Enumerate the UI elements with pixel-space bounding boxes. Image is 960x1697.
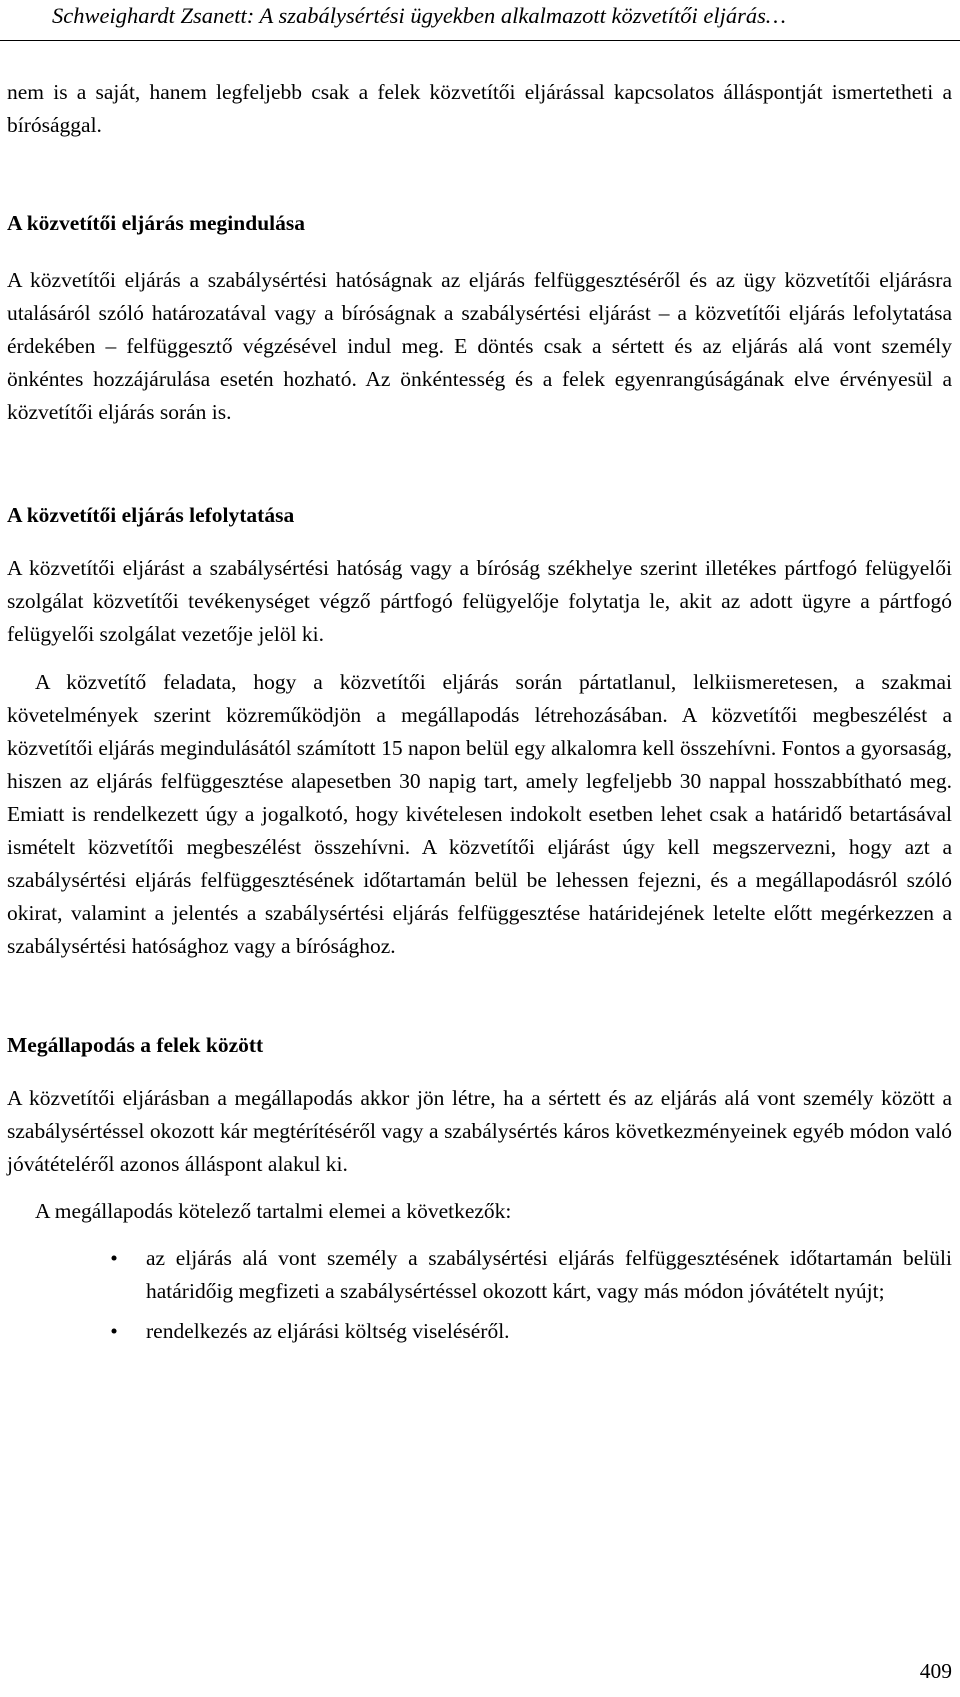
running-header: Schweighardt Zsanett: A szabálysértési ügyekben alkalmazott közvetítői eljárás… (52, 3, 786, 28)
bullet-icon: • (110, 1246, 118, 1270)
section-heading-start: A közvetítői eljárás megindulása (7, 211, 305, 235)
continuation-paragraph: nem is a saját, hanem legfeljebb csak a felek közvetítői eljárással kapcsolatos álláspontját ismertetheti a bírósággal. (7, 80, 952, 137)
bullet-icon: • (110, 1319, 118, 1343)
page-content (7, 76, 952, 1355)
conduct-paragraph-1: A közvetítői eljárást a szabálysértési hatóság vagy a bíróság székhelye szerint illetékes pártfogó felügyelői szolgálat közvetítői tevékenységet végző pártfogó felügyelője folytatja le, akit az adott ügyre a pártfogó felügyelői szolgálat vezetője jelöl ki. (7, 556, 952, 646)
start-paragraph: A közvetítői eljárás a szabálysértési hatóságnak az eljárás felfüggesztéséről és az ügy közvetítői eljárásra utalásáról szóló határozatával vagy a bíróságnak a szabálysértési eljárást – a közvetítői eljárás lefolytatása érdekében – felfüggesztő végzésével indul meg. E döntés csak a sértett és az eljárás alá vont személy önkéntes hozzájárulása esetén hozható. Az önkéntesség és a felek egyenrangúságának elve érvényesül a közvetítői eljárás során is. (7, 268, 952, 424)
list-intro: A megállapodás kötelező tartalmi elemei a következők: (35, 1199, 512, 1223)
section-heading-conduct: A közvetítői eljárás lefolytatása (7, 503, 295, 527)
mandatory-elements-list (7, 1242, 952, 1348)
list-item (7, 1242, 952, 1308)
list-item-text: rendelkezés az eljárási költség viseléséről. (146, 1319, 510, 1343)
header-rule (0, 40, 960, 41)
section-heading-agreement: Megállapodás a felek között (7, 1033, 264, 1057)
conduct-paragraph-2: A közvetítő feladata, hogy a közvetítői eljárás során pártatlanul, lelkiismeretesen, a szakmai követelmények szerint közreműködjön a megállapodás létrehozásában. A közvetítői megbeszélést a közvetítői eljárás megindulásától számított 15 napon belül egy alkalomra kell összehívni. Fontos a gyorsaság, hiszen az eljárás felfüggesztése alapesetben 30 napig tart, amely legfeljebb 30 nappal hosszabbítható meg. Emiatt is rendelkezett úgy a jogalkotó, hogy kivételesen indokolt esetben lehet csak a határidő betartásával ismételt közvetítői megbeszélést összehívni. A közvetítői eljárást úgy kell megszervezni, hogy azt a szabálysértési eljárás felfüggesztésének időtartamán belül be lehessen fejezni, és a megállapodásról szóló okirat, valamint a jelentés a szabálysértési eljárás felfüggesztése határidejének letelte előtt megérkezzen a szabálysértési hatósághoz vagy a bírósághoz. (7, 670, 952, 958)
list-item (7, 1315, 952, 1348)
agreement-paragraph: A közvetítői eljárásban a megállapodás akkor jön létre, ha a sértett és az eljárás alá vont személy között a szabálysértéssel okozott kár megtérítéséről vagy a szabálysértés káros következményeinek egyéb módon való jóvátételéről azonos álláspont alakul ki. (7, 1086, 952, 1176)
list-item-text: az eljárás alá vont személy a szabálysértési eljárás felfüggesztésének időtartamán belüli határidőig megfizeti a szabálysértéssel okozott kárt, vagy más módon jóvátételt nyújt; (146, 1246, 952, 1303)
page-number: 409 (919, 1659, 952, 1683)
